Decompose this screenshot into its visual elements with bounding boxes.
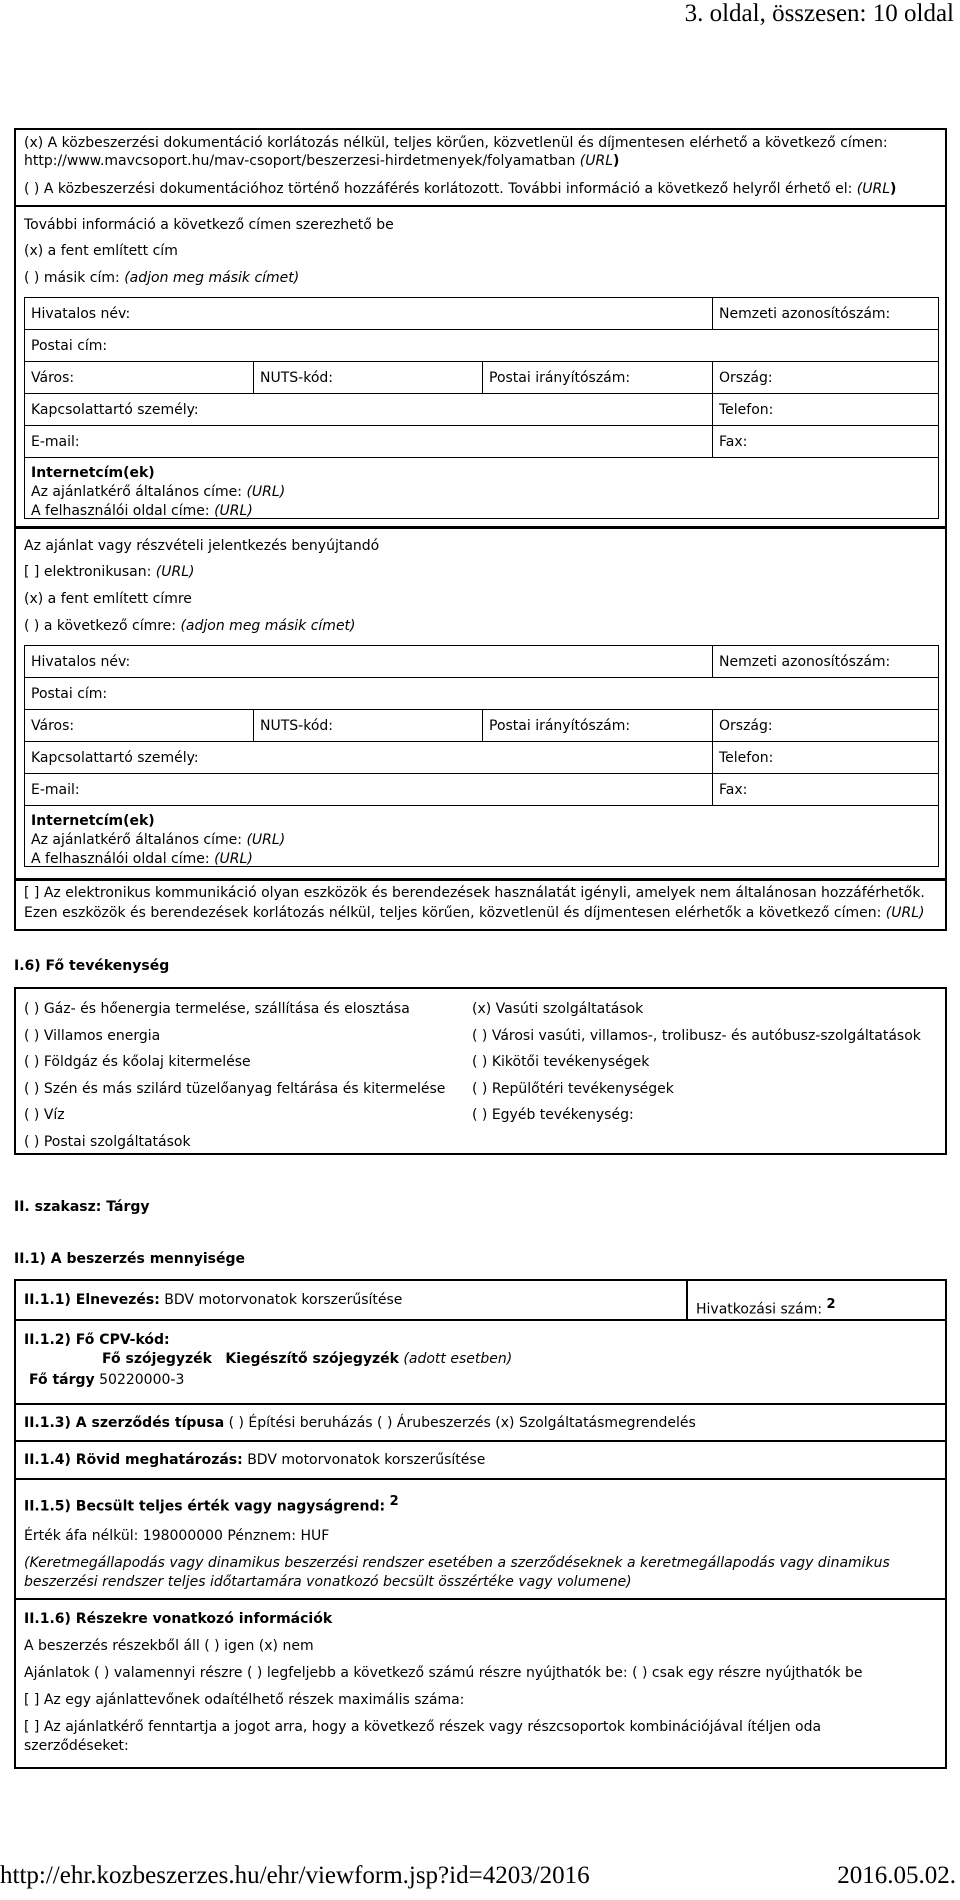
fax-cell: Fax: — [712, 773, 939, 806]
postcode-cell: Postai irányítószám: — [482, 709, 713, 742]
divider — [14, 205, 947, 207]
submission-option-other: ( ) a következő címre: (adjon meg másik címet) — [24, 618, 356, 634]
cpv-label: II.1.2) Fő CPV-kód: — [24, 1332, 170, 1348]
activity-option: ( ) Kikötői tevékenységek — [472, 1054, 650, 1070]
activity-option: ( ) Földgáz és kőolaj kitermelése — [24, 1054, 251, 1070]
cpv-code: 50220000-3 — [99, 1372, 185, 1388]
lots-line-2: Ajánlatok ( ) valamennyi részre ( ) legfeljebb a következő számú részre nyújthatók be: ( ) csak egy részre nyújthatók be — [24, 1665, 863, 1681]
activity-option: ( ) Szén és más szilárd tüzelőanyag feltárása és kitermelése — [24, 1080, 446, 1097]
further-info-option-other: ( ) másik cím: (adjon meg másik címet) — [24, 270, 300, 286]
official-name-cell: Hivatalos név: — [24, 297, 713, 330]
general-address-line: Az ajánlatkérő általános címe: (URL) — [31, 484, 286, 500]
profile-address-line: A felhasználói oldal címe: (URL) — [31, 503, 253, 519]
nuts-cell: NUTS-kód: — [253, 709, 483, 742]
name-line: II.1.1) Elnevezés: BDV motorvonatok korszerűsítése — [24, 1292, 403, 1308]
email-cell: E-mail: — [24, 773, 713, 806]
country-cell: Ország: — [712, 709, 939, 742]
divider — [14, 1598, 947, 1600]
activity-option: ( ) Gáz- és hőenergia termelése, szállítása és elosztása — [24, 1001, 410, 1017]
documents-line-2: http://www.mavcsoport.hu/mav-csoport/beszerzesi-hirdetmenyek/folyamatban (URL) — [24, 153, 620, 169]
city-cell: Város: — [24, 361, 254, 394]
activity-title: I.6) Fő tevékenység — [14, 958, 170, 974]
email-cell: E-mail: — [24, 425, 713, 458]
activity-option: (x) Vasúti szolgáltatások — [472, 1001, 644, 1017]
cpv-main-object: Fő tárgy 50220000-3 — [29, 1372, 185, 1388]
divider — [14, 1403, 947, 1405]
postcode-cell: Postai irányítószám: — [482, 361, 713, 394]
page-counter: 3. oldal, összesen: 10 oldal — [684, 0, 954, 27]
activity-option: ( ) Egyéb tevékenység: — [472, 1107, 634, 1123]
divider — [14, 1319, 947, 1321]
contract-type-line: II.1.3) A szerződés típusa ( ) Építési beruházás ( ) Árubeszerzés (x) Szolgáltatásmegrendelés — [24, 1415, 696, 1431]
phone-cell: Telefon: — [712, 393, 939, 426]
activity-option: ( ) Repülőtéri tevékenységek — [472, 1080, 674, 1097]
section-2-1-title: II.1) A beszerzés mennyisége — [14, 1251, 245, 1267]
lots-title: II.1.6) Részekre vonatkozó információk — [24, 1611, 333, 1627]
general-address-line: Az ajánlatkérő általános címe: (URL) — [31, 832, 286, 848]
estimated-value-note-1: (Keretmegállapodás vagy dinamikus beszerzési rendszer esetében a szerződéseknek a keretmegállapodás vagy dinamikus — [24, 1555, 890, 1571]
contract-name: BDV motorvonatok korszerűsítése — [164, 1292, 403, 1308]
national-id-cell: Nemzeti azonosítószám: — [712, 645, 939, 678]
estimated-value-note-2: beszerzési rendszer teljes időtartamára vonatkozó becsült összértéke vagy volumene) — [24, 1574, 632, 1590]
estimated-value-line: Érték áfa nélkül: 198000000 Pénznem: HUF — [24, 1528, 330, 1544]
city-cell: Város: — [24, 709, 254, 742]
activity-option: ( ) Víz — [24, 1107, 65, 1123]
activity-left-column — [24, 996, 445, 1155]
reference-number: Hivatkozási szám: $^2$ — [696, 1297, 836, 1318]
name-ref-divider — [686, 1279, 688, 1319]
further-info-title: További információ a következő címen szerezhető be — [24, 217, 394, 233]
further-info-option-above: (x) a fent említett cím — [24, 243, 178, 259]
contact-cell: Kapcsolattartó személy: — [24, 393, 713, 426]
cpv-vocab-header: Fő szójegyzék Kiegészítő szójegyzék (adott esetben) — [102, 1351, 513, 1367]
tools-line-2: Ezen eszközök és berendezések korlátozás nélkül, teljes körűen, közvetlenül és díjmentesen elérhetők a következő címen: (URL) — [24, 905, 925, 921]
postal-address-cell: Postai cím: — [24, 329, 939, 362]
submission-option-above: (x) a fent említett címre — [24, 591, 192, 607]
national-id-cell: Nemzeti azonosítószám: — [712, 297, 939, 330]
divider — [14, 1440, 947, 1442]
short-description-line: II.1.4) Rövid meghatározás: BDV motorvonatok korszerűsítése — [24, 1452, 486, 1468]
divider — [14, 1478, 947, 1480]
phone-cell: Telefon: — [712, 741, 939, 774]
contact-cell: Kapcsolattartó személy: — [24, 741, 713, 774]
fax-cell: Fax: — [712, 425, 939, 458]
url-tag: (URL — [579, 153, 614, 169]
postal-address-cell: Postai cím: — [24, 677, 939, 710]
documents-line-3: ( ) A közbeszerzési dokumentációhoz történő hozzáférés korlátozott. További információ a következő helyről érhető el: (URL) — [24, 181, 897, 197]
tools-line-1: [ ] Az elektronikus kommunikáció olyan eszközök és berendezések használatát igényli, amelyek nem általánosan hozzáférhetők. — [24, 885, 925, 901]
internet-heading: Internetcím(ek) — [31, 465, 155, 481]
lots-line-1: A beszerzés részekből áll ( ) igen (x) nem — [24, 1638, 314, 1654]
documents-line-1: (x) A közbeszerzési dokumentáció korlátozás nélkül, teljes körűen, közvetlenül és díjmentesen elérhető a következő címen: — [24, 135, 888, 151]
activity-option: ( ) Városi vasúti, villamos-, trolibusz- és autóbusz-szolgáltatások — [472, 1027, 921, 1044]
internet-cell — [24, 805, 939, 867]
activity-option: ( ) Postai szolgáltatások — [24, 1133, 191, 1150]
footer-date: 2016.05.02. — [837, 1862, 956, 1889]
activity-option: ( ) Villamos energia — [24, 1027, 161, 1044]
submission-option-electronic: [ ] elektronikusan: (URL) — [24, 564, 195, 580]
internet-cell — [24, 457, 939, 519]
estimated-value-title: II.1.5) Becsült teljes érték vagy nagyságrend: $^2$ — [24, 1494, 399, 1515]
footer-url[interactable]: http://ehr.kozbeszerzes.hu/ehr/viewform.jsp?id=4203/2016 — [0, 1862, 590, 1889]
section-2-title: II. szakasz: Tárgy — [14, 1199, 150, 1215]
lots-line-3: [ ] Az egy ajánlattevőnek odaítélhető részek maximális száma: — [24, 1692, 465, 1708]
official-name-cell: Hivatalos név: — [24, 645, 713, 678]
lots-line-5: szerződéseket: — [24, 1738, 129, 1754]
activity-right-column — [472, 996, 921, 1129]
lots-line-4: [ ] Az ajánlatkérő fenntartja a jogot arra, hogy a következő részek vagy részcsoportok kombinációjával ítéljen oda — [24, 1719, 822, 1735]
profile-address-line: A felhasználói oldal címe: (URL) — [31, 851, 253, 867]
country-cell: Ország: — [712, 361, 939, 394]
submission-title: Az ajánlat vagy részvételi jelentkezés benyújtandó — [24, 538, 380, 554]
nuts-cell: NUTS-kód: — [253, 361, 483, 394]
documents-url[interactable]: http://www.mavcsoport.hu/mav-csoport/beszerzesi-hirdetmenyek/folyamatban — [24, 153, 576, 169]
internet-heading: Internetcím(ek) — [31, 813, 155, 829]
